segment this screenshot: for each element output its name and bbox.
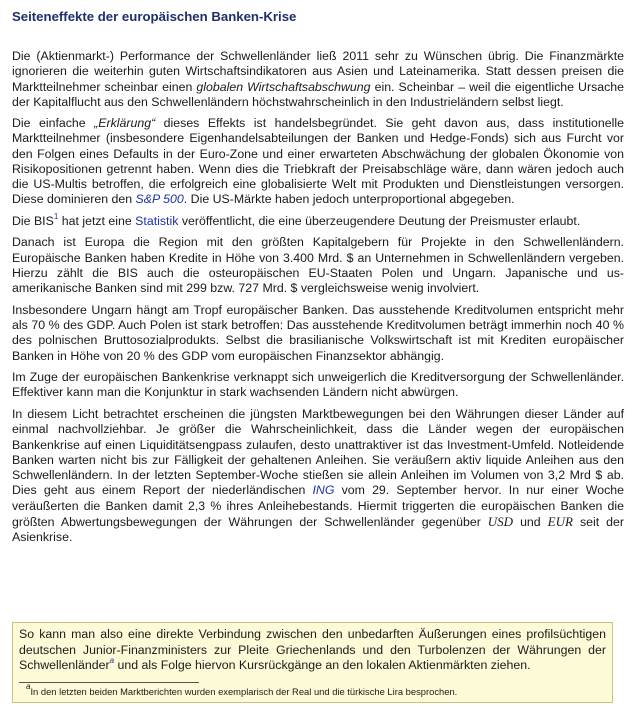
paragraph-3-text-b: hat jetzt eine <box>58 213 136 228</box>
paragraph-5: Insbesondere Ungarn hängt am Tropf europäischer Banken. Das ausstehende Kreditvolumen entspricht mehr als 70 % des GDP. Auch Polen ist stark betroffen: Das ausstehende Kreditvolumen beträgt immerhin noch 40 % des polnischen Bruttosozialprodukts. Selbst die brasilianische Volkswirtschaft ist mit Krediten europäischer Banken in Höhe von 20 % des GDP vom europäischen Finanzsektor abhängig. <box>12 302 624 363</box>
paragraph-7 <box>12 407 624 546</box>
paragraph-7-text-c: und <box>513 515 548 530</box>
footnote <box>19 682 606 697</box>
paragraph-4: Danach ist Europa die Region mit den größten Kapitalgebern für Projekte in den Schwellenländern. Europäische Banken haben Kredite in Höhe von 3.400 Mrd. $ an Unternehmen in Schwellenländern vergeben. Hierzu zählt die BIS auch die osteuropäischen EU-Staaten Polen und Ungarn. Japanische und us-amerikanische Banken sind mit 299 bzw. 727 Mrd. $ vergleichsweise wenig involviert. <box>12 235 624 296</box>
footnote-mark: a <box>26 682 31 692</box>
ing-link[interactable]: ING <box>312 483 335 498</box>
paragraph-2-text-b: dieses Effekts ist handelsbegründet. Sie geht davon aus, dass institutionelle Marktteilnehmer (insbesondere Eigenhandelsabteilungen der Banken und Hedge-Fonds) sich aus Furcht vor den Folgen eines Defaults in der Euro-Zone und einer erwarteten Abschwächung der globalen Ökonomie von Risikopositionen getrennt haben. Wenn dies die Triebkraft der Preisabschläge wäre, dann wären jedoch auch die US-Multis betroffen, die erfolgreich eine globalisierte Welt mit Produkten und Dienstleistungen versorgen. Diese dominieren den <box>12 115 624 207</box>
emphasis-explanation: „Erklärung“ <box>94 115 156 130</box>
highlight-box <box>12 622 613 703</box>
article-body <box>12 49 624 552</box>
currency-usd: USD <box>487 514 514 530</box>
highlight-text <box>19 627 606 674</box>
highlight-text-a: So kann man also eine direkte Verbindung zwischen den unbedarften Äußerungen eines profilsüchtigen deutschen Junior-Finanzministers zur Pleite Griechenlands und den Turbolenzen der Währungen der Schwellenländer <box>19 627 606 672</box>
paragraph-7-text-a: In diesem Licht betrachtet erscheinen die jüngsten Marktbewegungen bei den Währungen dieser Länder auf einmal nachvollziehbar. Je größer die Wahrscheinlichkeit, dass die Länder wegen der europäischen Bankenkrise auf einen Liquiditätsengpass zulaufen, desto unattraktiver ist das Investment-Umfeld. Notleidende Banken warten nicht bis zur Fälligkeit der gehaltenen Anleihen. Sie veräußern aktiv liquide Anleihen aus den Schwellenländern. In der letzten September-Woche stießen sie allein Anleihen im Volumen von 3,2 Mrd $ ab. Dies geht aus einem Report der niederländischen <box>12 406 624 498</box>
paragraph-2-text-a: Die einfache <box>12 115 95 130</box>
paragraph-1-text-a: Die (Aktienmarkt-) Performance der Schwellenländer ließ 2011 sehr zu Wünschen übrig. Die Finanzmärkte ignorieren die weiterhin guten Wirtschaftsindikatoren aus Asien und Lateinamerika. Statt dessen preisen die Marktteilnehmer scheinbar einen <box>12 49 624 94</box>
paragraph-3 <box>12 211 624 229</box>
paragraph-2 <box>12 116 624 208</box>
emphasis-global-downturn: globalen Wirtschaftsabschwung <box>196 79 371 94</box>
currency-eur: EUR <box>547 514 573 530</box>
paragraph-1 <box>12 49 624 110</box>
footnote-ref-1[interactable]: 1 <box>53 211 59 221</box>
highlight-text-b: und als Folge hiervon Kursrückgänge an den lokalen Aktienmärkten ziehen. <box>114 658 531 672</box>
paragraph-1-text-b: ein. Scheinbar – weil die eigentliche Ursache der Kapitalflucht aus den Schwellenländern höchstwahrscheinlich in den Industrieländern selbst liegt. <box>12 79 625 109</box>
paragraph-6: Im Zuge der europäischen Bankenkrise verknappt sich unweigerlich die Kreditversorgung der Schwellenländer. Effektiver kann man die Konjunktur in stark wachsenden Ländern nicht abwürgen. <box>12 370 624 400</box>
paragraph-7-text-b: vom 29. September hervor. In nur einer Woche veräußerten die Banken damit 2,3 % ihres Anleihebestands. Hiermit triggerten die europäischen Banken die größten Abwertungsbewegungen der Währungen der Schwellenländer gegenüber <box>12 483 625 530</box>
footnote-divider <box>19 682 199 683</box>
paragraph-3-text-a: Die BIS <box>12 213 54 228</box>
paragraph-3-text-c: veröffentlicht, die eine überzeugendere Deutung der Preismuster erlaubt. <box>178 213 581 228</box>
footnote-ref-a[interactable]: a <box>109 655 115 665</box>
statistik-link[interactable]: Statistik <box>135 213 179 228</box>
paragraph-2-text-c: . Die US-Märkte haben jedoch unterproportional abgegeben. <box>183 192 515 207</box>
article-title: Seiteneffekte der europäischen Banken-Krise <box>12 9 297 24</box>
sp500-link[interactable]: S&P 500 <box>135 192 184 207</box>
paragraph-7-text-d: seit der Asienkrise. <box>12 515 624 545</box>
footnote-text: In den letzten beiden Marktberichten wurden exemplarisch der Real und die türkische Lira besprochen. <box>30 685 458 697</box>
